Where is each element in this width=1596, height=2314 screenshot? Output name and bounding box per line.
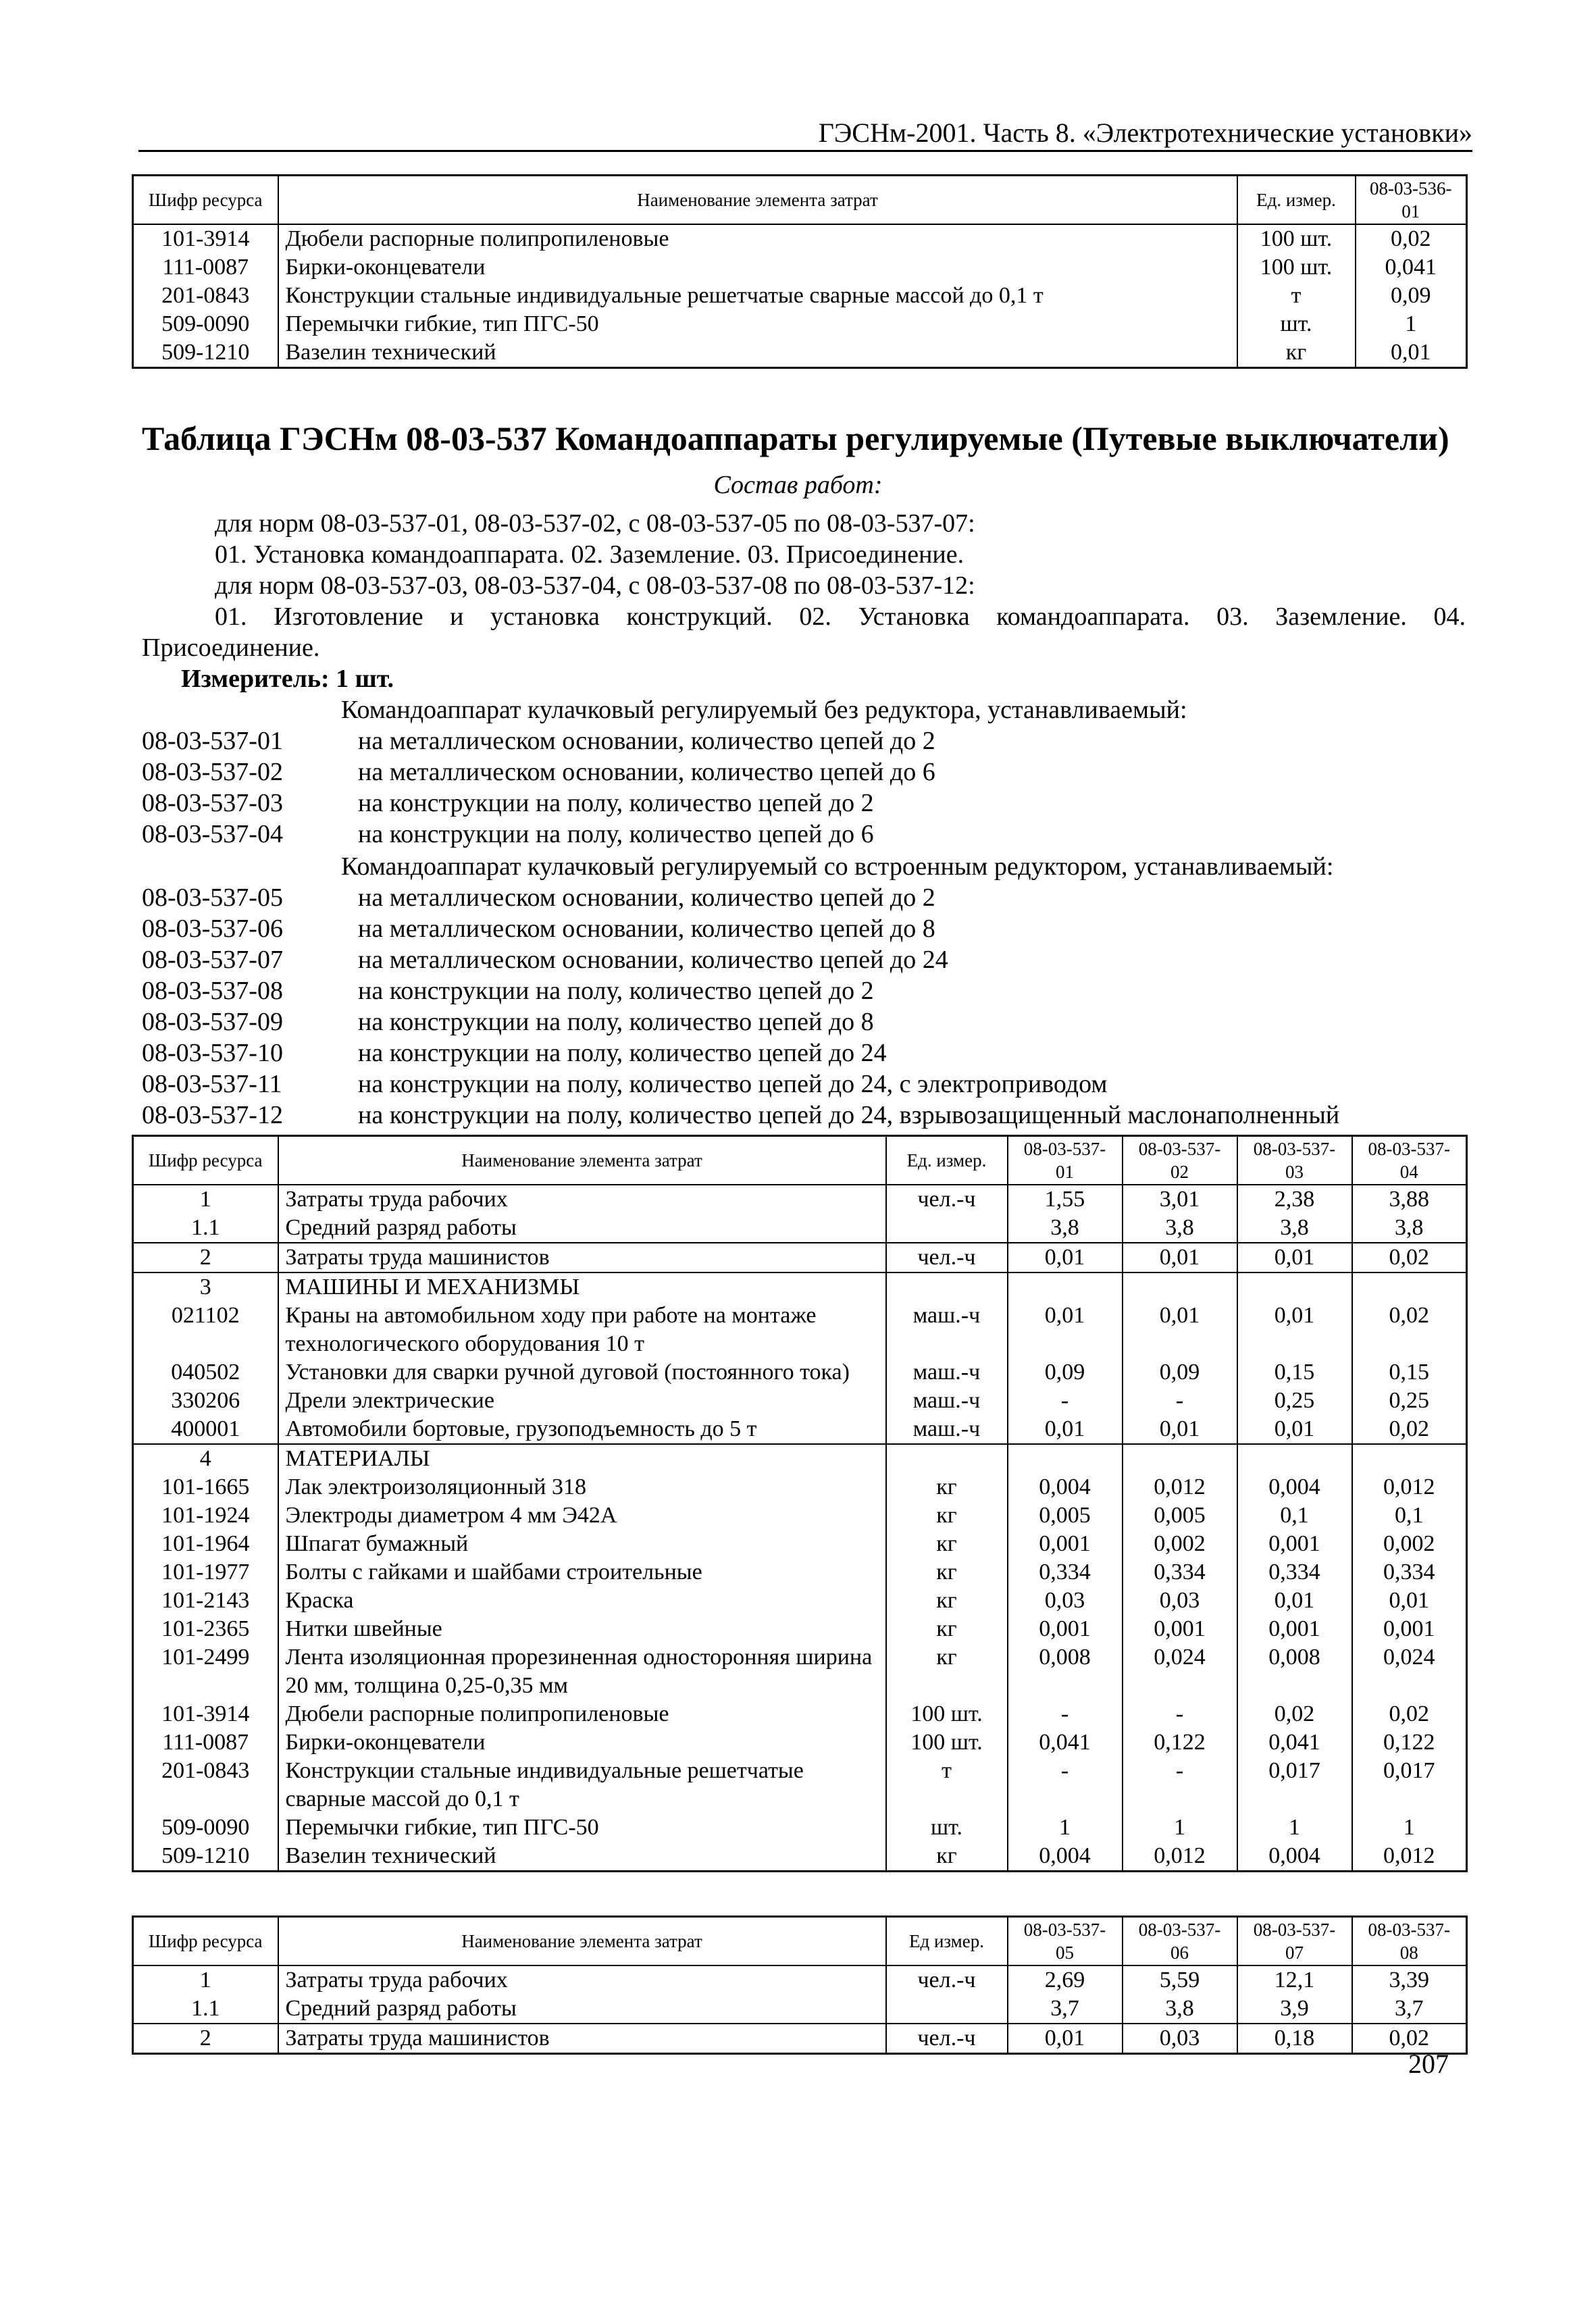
norm-value: 0,02	[1237, 1700, 1352, 1728]
norm-value: 0,09	[1008, 1358, 1123, 1387]
norm-value: 3,9	[1237, 1995, 1352, 2024]
norm-value: 0,334	[1008, 1558, 1123, 1587]
top-cost-table	[132, 174, 1468, 369]
table-row	[133, 1185, 1467, 1214]
norm-value: 0,09	[1356, 282, 1467, 310]
norm-value: 0,001	[1352, 1615, 1467, 1643]
table-row	[133, 1415, 1467, 1444]
col-header-unit: Ед. измер.	[886, 1136, 1008, 1185]
norm-description: на конструкции на полу, количество цепей до 24, с электроприводом	[358, 1070, 1108, 1098]
norm-value: 0,001	[1008, 1530, 1123, 1558]
norm-code: 08-03-537-10	[142, 1039, 283, 1067]
col-header-code: Шифр ресурса	[133, 1917, 278, 1966]
cost-item-name: Краны на автомобильном ходу при работе на монтаже технологического оборудования 10 т	[278, 1302, 886, 1358]
norm-value: 0,01	[1008, 1243, 1123, 1272]
col-header-norm: 08-03-537-01	[1008, 1136, 1123, 1185]
table-row	[133, 1444, 1467, 1473]
norm-code: 08-03-537-02	[142, 758, 283, 786]
unit	[886, 1995, 1008, 2024]
unit: шт.	[886, 1814, 1008, 1842]
unit: кг	[886, 1473, 1008, 1501]
unit: маш.-ч	[886, 1358, 1008, 1387]
norm-value: 3,01	[1123, 1185, 1237, 1214]
norm-value: 1	[1356, 310, 1467, 338]
works-line-3: для норм 08-03-537-03, 08-03-537-04, с 08-03-537-08 по 08-03-537-12:	[215, 571, 975, 600]
norm-value: 0,02	[1352, 2024, 1467, 2054]
norm-code: 08-03-537-03	[142, 789, 283, 817]
norm-value: 0,02	[1352, 1243, 1467, 1272]
works-line-4: 01. Изготовление и установка конструкций. 02. Установка командоаппарата. 03. Заземление. 04.	[215, 602, 1466, 631]
norm-value: 0,1	[1237, 1501, 1352, 1530]
norm-value	[1352, 1444, 1467, 1473]
norm-value: 0,02	[1352, 1415, 1467, 1444]
col-header-norm: 08-03-537-05	[1008, 1917, 1123, 1966]
unit: кг	[886, 1615, 1008, 1643]
cost-item-name: Бирки-оконцеватели	[278, 1728, 886, 1757]
norm-description: на конструкции на полу, количество цепей до 24, взрывозащищенный маслонаполненный	[358, 1101, 1340, 1129]
norm-value: 3,7	[1352, 1995, 1467, 2024]
table-row	[133, 2024, 1467, 2054]
norm-value: 0,005	[1008, 1501, 1123, 1530]
norm-value: 3,8	[1123, 1995, 1237, 2024]
norm-value: 0,01	[1237, 1587, 1352, 1615]
cost-item-name: Бирки-оконцеватели	[278, 253, 1237, 282]
norm-value: 0,02	[1352, 1302, 1467, 1358]
resource-code: 1	[133, 1185, 278, 1214]
norm-value: -	[1123, 1757, 1237, 1814]
table-row	[133, 253, 1467, 282]
table-row	[133, 1757, 1467, 1814]
norm-code: 08-03-537-01	[142, 727, 283, 755]
norm-value: 0,25	[1237, 1387, 1352, 1415]
norm-code: 08-03-537-07	[142, 946, 283, 974]
cost-item-name: Дрели электрические	[278, 1387, 886, 1415]
col-header-name: Наименование элемента затрат	[278, 1917, 886, 1966]
norm-value: 3,8	[1237, 1214, 1352, 1243]
table-row	[133, 1473, 1467, 1501]
group-heading-2: Командоаппарат кулачковый регулируемый со встроенным редуктором, устанавливаемый:	[341, 852, 1334, 881]
norm-code: 08-03-537-09	[142, 1008, 283, 1036]
norm-value: 0,01	[1356, 338, 1467, 368]
resource-code: 509-1210	[133, 1842, 278, 1872]
bottom-cost-table	[132, 1916, 1468, 2055]
col-header-norm: 08-03-536-01	[1356, 176, 1467, 225]
norm-value: 0,09	[1123, 1358, 1237, 1387]
norm-value: 0,122	[1352, 1728, 1467, 1757]
col-header-norm: 08-03-537-03	[1237, 1136, 1352, 1185]
norm-value: 3,8	[1008, 1214, 1123, 1243]
norm-value: 1	[1352, 1814, 1467, 1842]
norm-value: 0,024	[1123, 1643, 1237, 1700]
norm-value	[1123, 1272, 1237, 1302]
table-row	[133, 1243, 1467, 1272]
resource-code: 111-0087	[133, 1728, 278, 1757]
section-title: Таблица ГЭСНм 08-03-537 Командоаппараты регулируемые (Путевые выключатели)	[142, 419, 1449, 457]
norm-value: 1,55	[1008, 1185, 1123, 1214]
cost-item-name: Лак электроизоляционный 318	[278, 1473, 886, 1501]
norm-value: 0,01	[1237, 1302, 1352, 1358]
works-line-1: для норм 08-03-537-01, 08-03-537-02, с 08-03-537-05 по 08-03-537-07:	[215, 509, 975, 538]
norm-code: 08-03-537-04	[142, 820, 283, 848]
unit: чел.-ч	[886, 1185, 1008, 1214]
norm-value: 0,012	[1352, 1842, 1467, 1872]
col-header-norm: 08-03-537-02	[1123, 1136, 1237, 1185]
norm-value: 0,01	[1123, 1243, 1237, 1272]
cost-item-name: Шпагат бумажный	[278, 1530, 886, 1558]
norm-description: на металлическом основании, количество цепей до 2	[358, 883, 935, 912]
norm-code: 08-03-537-08	[142, 977, 283, 1005]
resource-code: 509-1210	[133, 338, 278, 368]
norm-value: 0,01	[1008, 2024, 1123, 2054]
table-row	[133, 1530, 1467, 1558]
norm-value	[1008, 1444, 1123, 1473]
resource-code: 101-2143	[133, 1587, 278, 1615]
norm-value: 0,008	[1237, 1643, 1352, 1700]
table-row	[133, 310, 1467, 338]
unit: маш.-ч	[886, 1302, 1008, 1358]
table-row	[133, 1214, 1467, 1243]
norm-value	[1237, 1444, 1352, 1473]
norm-value: 0,005	[1123, 1501, 1237, 1530]
norm-code: 08-03-537-12	[142, 1101, 283, 1129]
norm-description: на металлическом основании, количество цепей до 6	[358, 758, 935, 786]
norm-value: 0,03	[1008, 1587, 1123, 1615]
norm-description: на металлическом основании, количество цепей до 2	[358, 727, 935, 755]
cost-item-name: Конструкции стальные индивидуальные решетчатые сварные массой до 0,1 т	[278, 1757, 886, 1814]
resource-code: 330206	[133, 1387, 278, 1415]
norm-value: 0,15	[1237, 1358, 1352, 1387]
table-row	[133, 1272, 1467, 1302]
unit: маш.-ч	[886, 1415, 1008, 1444]
cost-item-name: Затраты труда рабочих	[278, 1185, 886, 1214]
unit: кг	[886, 1558, 1008, 1587]
norm-value	[1123, 1444, 1237, 1473]
unit: кг	[886, 1530, 1008, 1558]
resource-code: 101-1977	[133, 1558, 278, 1587]
col-header-unit: Ед измер.	[886, 1917, 1008, 1966]
col-header-norm: 08-03-537-08	[1352, 1917, 1467, 1966]
norm-value: 0,008	[1008, 1643, 1123, 1700]
norm-value: 0,18	[1237, 2024, 1352, 2054]
cost-item-name: Нитки швейные	[278, 1615, 886, 1643]
norm-value	[1352, 1272, 1467, 1302]
norm-description: на конструкции на полу, количество цепей до 2	[358, 977, 874, 1005]
resource-code: 400001	[133, 1415, 278, 1444]
table-row	[133, 1995, 1467, 2024]
unit: шт.	[1237, 310, 1356, 338]
norm-value: 1	[1237, 1814, 1352, 1842]
resource-code: 040502	[133, 1358, 278, 1387]
unit: кг	[886, 1643, 1008, 1700]
cost-item-name: Средний разряд работы	[278, 1995, 886, 2024]
col-header-norm: 08-03-537-07	[1237, 1917, 1352, 1966]
table-row	[133, 1728, 1467, 1757]
norm-value: 0,02	[1356, 224, 1467, 253]
norm-value: 0,334	[1352, 1558, 1467, 1587]
col-header-norm: 08-03-537-04	[1352, 1136, 1467, 1185]
norm-value: 0,041	[1237, 1728, 1352, 1757]
unit: кг	[1237, 338, 1356, 368]
running-header-text: ГЭСНм-2001. Часть 8. «Электротехнические установки»	[818, 118, 1472, 148]
norm-value: 0,001	[1237, 1530, 1352, 1558]
cost-item-name: Болты с гайками и шайбами строительные	[278, 1558, 886, 1587]
norm-value: 0,01	[1237, 1243, 1352, 1272]
norm-value: 1	[1008, 1814, 1123, 1842]
table-row	[133, 1814, 1467, 1842]
unit	[886, 1272, 1008, 1302]
norm-value: 0,012	[1123, 1842, 1237, 1872]
main-cost-table	[132, 1135, 1468, 1872]
running-header	[138, 116, 1472, 152]
norm-code: 08-03-537-06	[142, 915, 283, 943]
works-line-5: Присоединение.	[142, 634, 320, 662]
col-header-name: Наименование элемента затрат	[278, 176, 1237, 225]
table-row	[133, 1302, 1467, 1358]
unit	[886, 1444, 1008, 1473]
unit: 100 шт.	[1237, 224, 1356, 253]
cost-item-name: Лента изоляционная прорезиненная односторонняя ширина 20 мм, толщина 0,25-0,35 мм	[278, 1643, 886, 1700]
norm-value: 0,017	[1352, 1757, 1467, 1814]
meter-label: Измеритель: 1 шт.	[181, 665, 394, 693]
norm-value: 0,01	[1008, 1302, 1123, 1358]
resource-code: 3	[133, 1272, 278, 1302]
norm-value: 3,8	[1352, 1214, 1467, 1243]
norm-value: 0,15	[1352, 1358, 1467, 1387]
works-heading: Состав работ:	[713, 471, 883, 499]
norm-value: 0,1	[1352, 1501, 1467, 1530]
table-row	[133, 224, 1467, 253]
unit: чел.-ч	[886, 1243, 1008, 1272]
norm-description: на конструкции на полу, количество цепей до 8	[358, 1008, 874, 1036]
resource-code: 101-3914	[133, 1700, 278, 1728]
resource-code: 201-0843	[133, 1757, 278, 1814]
col-header-norm: 08-03-537-06	[1123, 1917, 1237, 1966]
table-row	[133, 1700, 1467, 1728]
resource-code: 111-0087	[133, 253, 278, 282]
resource-code: 2	[133, 1243, 278, 1272]
works-line-2: 01. Установка командоаппарата. 02. Заземление. 03. Присоединение.	[215, 540, 964, 569]
norm-value: 3,39	[1352, 1965, 1467, 1995]
table-row	[133, 1358, 1467, 1387]
resource-code: 1.1	[133, 1995, 278, 2024]
resource-code: 101-1665	[133, 1473, 278, 1501]
resource-code: 1.1	[133, 1214, 278, 1243]
norm-value: 0,004	[1008, 1842, 1123, 1872]
norm-value: 0,002	[1352, 1530, 1467, 1558]
norm-value: 3,7	[1008, 1995, 1123, 2024]
norm-value: 0,25	[1352, 1387, 1467, 1415]
norm-value: 0,334	[1123, 1558, 1237, 1587]
cost-item-name: Краска	[278, 1587, 886, 1615]
norm-code: 08-03-537-05	[142, 883, 283, 912]
norm-description: на конструкции на полу, количество цепей до 24	[358, 1039, 887, 1067]
table-row	[133, 1643, 1467, 1700]
unit	[886, 1214, 1008, 1243]
norm-value: -	[1008, 1757, 1123, 1814]
table-row	[133, 1387, 1467, 1415]
col-header-code: Шифр ресурса	[133, 1136, 278, 1185]
norm-value: -	[1123, 1387, 1237, 1415]
unit: т	[886, 1757, 1008, 1814]
resource-code: 4	[133, 1444, 278, 1473]
norm-value: 0,01	[1008, 1415, 1123, 1444]
norm-description: на конструкции на полу, количество цепей до 6	[358, 820, 874, 848]
norm-value: 0,01	[1352, 1587, 1467, 1615]
table-row	[133, 1558, 1467, 1587]
col-header-unit: Ед. измер.	[1237, 176, 1356, 225]
norm-value: 3,8	[1123, 1214, 1237, 1243]
norm-value: 0,004	[1237, 1842, 1352, 1872]
cost-item-name: Затраты труда рабочих	[278, 1965, 886, 1995]
table-row	[133, 1842, 1467, 1872]
norm-value	[1008, 1272, 1123, 1302]
unit: 100 шт.	[1237, 253, 1356, 282]
table-row	[133, 282, 1467, 310]
cost-item-name: Конструкции стальные индивидуальные решетчатые сварные массой до 0,1 т	[278, 282, 1237, 310]
unit: кг	[886, 1587, 1008, 1615]
norm-value: 0,03	[1123, 1587, 1237, 1615]
cost-item-name: Дюбели распорные полипропиленовые	[278, 1700, 886, 1728]
resource-code: 201-0843	[133, 282, 278, 310]
norm-value: 2,69	[1008, 1965, 1123, 1995]
norm-value: 0,02	[1352, 1700, 1467, 1728]
unit: кг	[886, 1842, 1008, 1872]
norm-value: 12,1	[1237, 1965, 1352, 1995]
cost-item-name: Электроды диаметром 4 мм Э42А	[278, 1501, 886, 1530]
cost-item-name: Дюбели распорные полипропиленовые	[278, 224, 1237, 253]
cost-item-name: Автомобили бортовые, грузоподъемность до 5 т	[278, 1415, 886, 1444]
col-header-code: Шифр ресурса	[133, 176, 278, 225]
cost-item-name: Вазелин технический	[278, 338, 1237, 368]
table-row	[133, 338, 1467, 368]
table-row	[133, 1501, 1467, 1530]
cost-item-name: Вазелин технический	[278, 1842, 886, 1872]
norm-value: -	[1008, 1387, 1123, 1415]
norm-value: 0,041	[1356, 253, 1467, 282]
unit: 100 шт.	[886, 1728, 1008, 1757]
resource-code: 1	[133, 1965, 278, 1995]
unit: 100 шт.	[886, 1700, 1008, 1728]
norm-description: на металлическом основании, количество цепей до 8	[358, 915, 935, 943]
norm-value: 0,012	[1352, 1473, 1467, 1501]
norm-value: 5,59	[1123, 1965, 1237, 1995]
unit: чел.-ч	[886, 2024, 1008, 2054]
unit: маш.-ч	[886, 1387, 1008, 1415]
unit: кг	[886, 1501, 1008, 1530]
norm-value: 0,004	[1237, 1473, 1352, 1501]
norm-code: 08-03-537-11	[142, 1070, 282, 1098]
norm-description: на металлическом основании, количество цепей до 24	[358, 946, 948, 974]
norm-value: 3,88	[1352, 1185, 1467, 1214]
resource-code: 509-0090	[133, 310, 278, 338]
norm-description: на конструкции на полу, количество цепей до 2	[358, 789, 874, 817]
resource-code: 101-3914	[133, 224, 278, 253]
cost-item-name: Установки для сварки ручной дуговой (постоянного тока)	[278, 1358, 886, 1387]
norm-value: 0,002	[1123, 1530, 1237, 1558]
cost-item-name: Средний разряд работы	[278, 1214, 886, 1243]
norm-value: 1	[1123, 1814, 1237, 1842]
table-row	[133, 1965, 1467, 1995]
table-row	[133, 1587, 1467, 1615]
norm-value	[1237, 1272, 1352, 1302]
norm-value: 0,01	[1237, 1415, 1352, 1444]
resource-code: 101-1964	[133, 1530, 278, 1558]
cost-item-name: Затраты труда машинистов	[278, 2024, 886, 2054]
cost-item-name: МАТЕРИАЛЫ	[278, 1444, 886, 1473]
resource-code: 101-2499	[133, 1643, 278, 1700]
norm-value: 0,01	[1123, 1415, 1237, 1444]
col-header-name: Наименование элемента затрат	[278, 1136, 886, 1185]
resource-code: 021102	[133, 1302, 278, 1358]
norm-value: 0,017	[1237, 1757, 1352, 1814]
resource-code: 509-0090	[133, 1814, 278, 1842]
norm-value: 0,001	[1123, 1615, 1237, 1643]
norm-value: 0,024	[1352, 1643, 1467, 1700]
norm-value: 2,38	[1237, 1185, 1352, 1214]
norm-value: 0,03	[1123, 2024, 1237, 2054]
norm-value: 0,012	[1123, 1473, 1237, 1501]
norm-value: -	[1123, 1700, 1237, 1728]
group-heading-1: Командоаппарат кулачковый регулируемый без редуктора, устанавливаемый:	[341, 696, 1187, 724]
page-number: 207	[1408, 2049, 1449, 2079]
cost-item-name: МАШИНЫ И МЕХАНИЗМЫ	[278, 1272, 886, 1302]
cost-item-name: Перемычки гибкие, тип ПГС-50	[278, 310, 1237, 338]
resource-code: 101-1924	[133, 1501, 278, 1530]
resource-code: 101-2365	[133, 1615, 278, 1643]
norm-value: 0,334	[1237, 1558, 1352, 1587]
norm-value: 0,041	[1008, 1728, 1123, 1757]
norm-value: 0,01	[1123, 1302, 1237, 1358]
norm-value: 0,001	[1008, 1615, 1123, 1643]
norm-value: -	[1008, 1700, 1123, 1728]
norm-value: 0,122	[1123, 1728, 1237, 1757]
norm-value: 0,004	[1008, 1473, 1123, 1501]
unit: т	[1237, 282, 1356, 310]
resource-code: 2	[133, 2024, 278, 2054]
cost-item-name: Перемычки гибкие, тип ПГС-50	[278, 1814, 886, 1842]
unit: чел.-ч	[886, 1965, 1008, 1995]
norm-value: 0,001	[1237, 1615, 1352, 1643]
cost-item-name: Затраты труда машинистов	[278, 1243, 886, 1272]
table-row	[133, 1615, 1467, 1643]
